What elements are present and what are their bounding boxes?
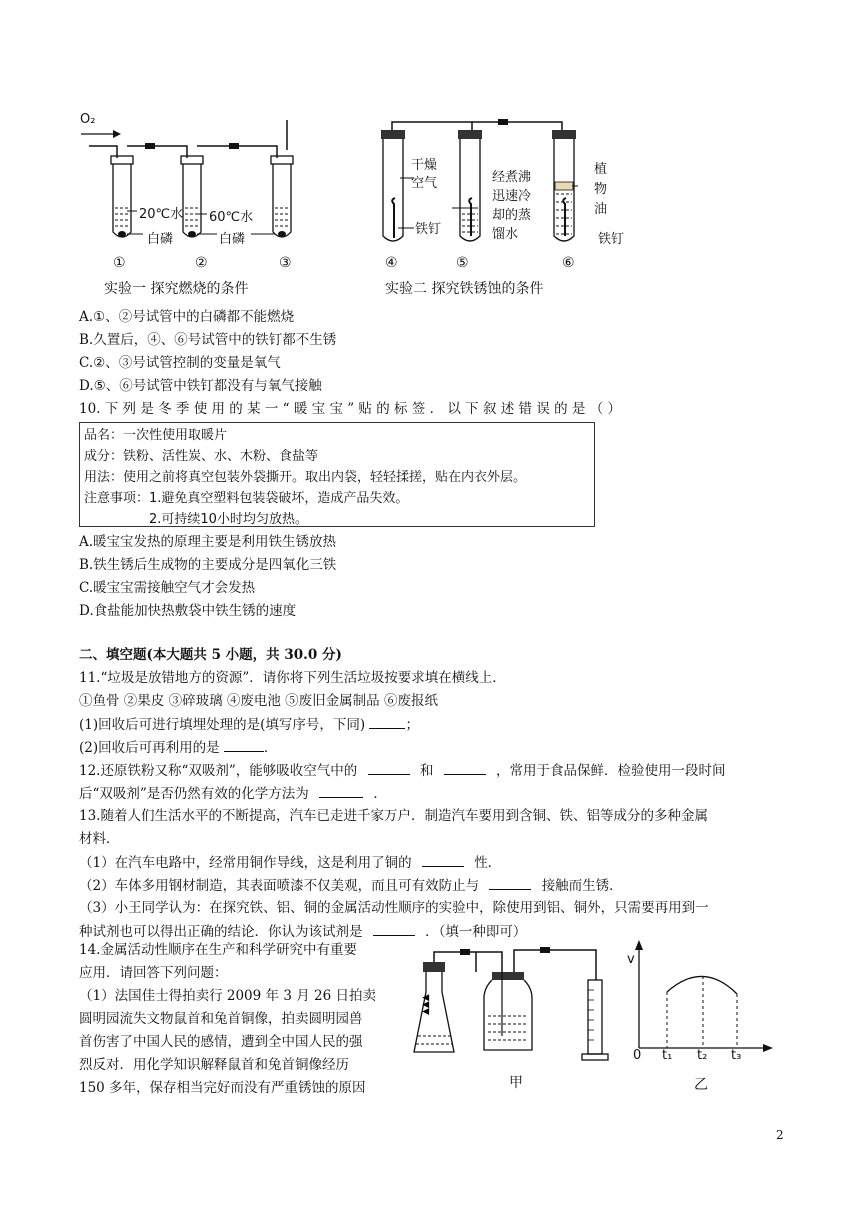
- q14-line-4: 圆明园流失文物鼠首和兔首铜像，拍卖圆明园兽: [79, 1011, 363, 1027]
- q11-part-2: [79, 737, 277, 758]
- rusting-apparatus-figure: [378, 118, 578, 253]
- q13-part-2: [79, 875, 623, 896]
- q12-blank-1[interactable]: [368, 760, 410, 775]
- q11-part-2-text: (2)回收后可再利用的是: [79, 740, 220, 756]
- q12-text-a: 12.还原铁粉又称“双吸剂”，能够吸收空气中的: [79, 763, 358, 779]
- q13-part-2-end: 接触而生锈．: [541, 878, 623, 894]
- q11-blank-2[interactable]: [224, 737, 264, 752]
- gas-generation-apparatus-figure: [412, 940, 612, 1065]
- label-line-2: 成分：铁粉、活性炭、水、木粉、食盐等: [84, 449, 319, 464]
- q13-part-3-line-1: （3）小王同学认为：在探究铁、铝、铜的金属活动性顺序的实验中，除使用到铝、铜外，只需要再用到一: [79, 900, 709, 916]
- dry-air-line-2: 空气: [411, 176, 438, 191]
- q12-text-b: 和: [419, 763, 434, 779]
- q13-part-1-text: （1）在汽车电路中，经常用铜作导线，这是利用了铜的: [79, 855, 412, 871]
- tube-3-label: ③: [279, 255, 292, 271]
- q11-items: ①鱼骨 ②果皮 ③碎玻璃 ④废电池 ⑤废旧金属制品 ⑥废报纸: [79, 693, 438, 709]
- q10-option-a: A.暖宝宝发热的原理主要是利用铁生锈放热: [79, 534, 337, 550]
- tube-2-label: ②: [195, 255, 208, 271]
- water-20c-label: 20℃水: [139, 207, 184, 222]
- q14-line-6: 烈反对．用化学知识解释鼠首和兔首铜像经历: [79, 1057, 349, 1073]
- q13-line-2: 材料．: [79, 831, 120, 847]
- q12-text-e: ．: [373, 786, 387, 802]
- plant-oil-label: [594, 160, 607, 220]
- q13-part-2-text: （2）车体多用钢材制造，其表面喷漆不仅美观，而且可有效防止与: [79, 878, 480, 894]
- q12-blank-3[interactable]: [319, 783, 363, 798]
- q14-line-1: 14.金属活动性顺序在生产和科学研究中有重要: [79, 942, 357, 958]
- q14-text: [79, 940, 397, 1099]
- q13-part-3-line-2: [79, 921, 526, 942]
- q11-part-1-end: ；: [405, 717, 419, 733]
- section-2-title: 二、填空题(本大题共 5 小题，共 30.0 分): [79, 647, 342, 663]
- figure1-caption: 实验一 探究燃烧的条件: [104, 281, 249, 297]
- tube-4-label: ④: [385, 255, 398, 271]
- boiled-water-label: [492, 168, 531, 244]
- combustion-apparatus-figure: [79, 110, 309, 250]
- page-number: 2: [776, 1128, 784, 1142]
- q11-stem: 11.“垃圾是放错地方的资源”．请你将下列生活垃圾按要求填在横线上．: [79, 670, 506, 686]
- q13-part-1-end: 性．: [474, 855, 502, 871]
- boiled-water-line-4: 馏水: [492, 227, 519, 242]
- dry-air-label: [411, 157, 437, 193]
- plant-oil-line-3: 油: [594, 202, 608, 217]
- q12-text-d: 后“双吸剂”是否仍然有效的化学方法为: [79, 786, 309, 802]
- tube-6-label: ⑥: [562, 255, 575, 271]
- q13-line-1: 13.随着人们生活水平的不断提高，汽车已走进千家万户．制造汽车要用到含铜、铁、铝等成分的多种金属: [79, 808, 708, 824]
- q13-blank-1[interactable]: [422, 852, 464, 867]
- label-line-4: 注意事项：1.避免真空塑料包装袋破坏，造成产品失效。: [84, 491, 409, 506]
- q10-stem: 10. 下 列 是 冬 季 使 用 的 某 一 “ 暖 宝 宝 ” 贴 的 标 签 ． 以 下 叙 述 错 误 的 是 （ ）: [79, 401, 622, 417]
- q12-text-c: ，常用于食品保鲜．检验使用一段时间: [495, 763, 726, 779]
- graph-origin-label: 0: [633, 1048, 642, 1063]
- label-line-3: 用法：使用之前将真空包装外袋撕开。取出内袋，轻轻揉搓，贴在内衣外层。: [84, 470, 527, 485]
- svg-text:▲▲▲: ▲▲▲: [421, 994, 431, 1015]
- water-60c-label: 60℃水: [209, 210, 254, 225]
- q9-option-a: A.①、②号试管中的白磷都不能燃烧: [79, 309, 295, 325]
- boiled-water-line-1: 经煮沸: [492, 170, 532, 185]
- figure-yi-label: 乙: [694, 1077, 708, 1093]
- q13-part-3-end: ．（填一种即可）: [425, 924, 527, 940]
- q10-option-b: B.铁生锈后生成物的主要成分是四氧化三铁: [79, 557, 337, 573]
- figure-jia-label: 甲: [509, 1075, 523, 1091]
- q11-blank-1[interactable]: [369, 714, 405, 729]
- tube-1-label: ①: [113, 255, 126, 271]
- hand-warmer-label-box: [79, 422, 595, 527]
- q11-part-2-end: ．: [263, 740, 278, 756]
- q9-option-d: D.⑤、⑥号试管中铁钉都没有与氧气接触: [79, 378, 322, 394]
- plant-oil-line-2: 物: [594, 182, 608, 197]
- boiled-water-line-3: 却的蒸: [492, 208, 532, 223]
- q12-line-2: [79, 783, 387, 804]
- q13-part-3-text: 种试剂也可以得出正确的结论．你认为该试剂是: [79, 924, 363, 940]
- iron-nail-label-b: 铁钉: [598, 232, 625, 247]
- q10-option-d: D.食盐能加快热敷袋中铁生锈的速度: [79, 603, 297, 619]
- q11-part-1-text: (1)回收后可进行填埋处理的是(填写序号，下同): [79, 717, 366, 733]
- iron-nail-label-a: 铁钉: [415, 222, 442, 237]
- q12-blank-2[interactable]: [444, 760, 486, 775]
- q14-line-3: （1）法国佳士得拍卖行 2009 年 3 月 26 日拍卖: [79, 988, 376, 1004]
- plant-oil-line-1: 植: [594, 162, 608, 177]
- reaction-rate-graph: [625, 936, 775, 1066]
- q13-part-1: [79, 852, 501, 873]
- q9-option-c: C.②、③号试管控制的变量是氧气: [79, 355, 281, 371]
- o2-label: O₂: [80, 112, 96, 127]
- q14-line-2: 应用．请回答下列问题：: [79, 965, 228, 981]
- graph-t1-label: t₁: [662, 1048, 673, 1063]
- white-phosphorus-label-1: 白磷: [147, 232, 174, 247]
- dry-air-line-1: 干燥: [411, 158, 438, 173]
- q12-line-1: [79, 760, 725, 781]
- graph-t3-label: t₃: [731, 1048, 742, 1063]
- boiled-water-line-2: 迅速冷: [492, 189, 532, 204]
- q13-blank-3[interactable]: [373, 921, 415, 936]
- white-phosphorus-label-2: 白磷: [219, 232, 246, 247]
- q11-part-1: [79, 714, 419, 735]
- q9-option-b: B.久置后，④、⑥号试管中的铁钉都不生锈: [79, 332, 337, 348]
- q14-line-7: 150 多年，保存相当完好而没有严重锈蚀的原因: [79, 1080, 366, 1096]
- q13-blank-2[interactable]: [489, 875, 531, 890]
- graph-v-axis-label: v: [627, 952, 635, 967]
- tube-5-label: ⑤: [456, 255, 469, 271]
- figure2-caption: 实验二 探究铁锈蚀的条件: [385, 281, 544, 297]
- q10-option-c: C.暖宝宝需接触空气才会发热: [79, 580, 256, 596]
- label-line-5: 2.可持续10小时均匀放热。: [84, 512, 308, 527]
- label-line-1: 品名：一次性使用取暖片: [84, 428, 228, 443]
- q14-line-5: 首伤害了中国人民的感情，遭到全中国人民的强: [79, 1034, 363, 1050]
- graph-t2-label: t₂: [697, 1048, 708, 1063]
